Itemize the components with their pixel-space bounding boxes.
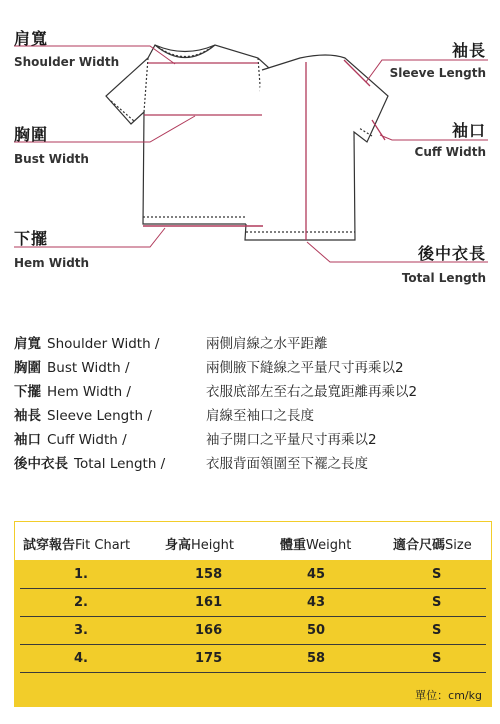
sleeve-label-en: Sleeve Length [389, 66, 486, 80]
cuff-label-en: Cuff Width [414, 145, 486, 159]
hem-label-zh: 下擺 [14, 229, 49, 248]
header-fit-chart: 試穿報告Fit Chart [23, 538, 131, 553]
row-size: S [432, 567, 442, 582]
fit-chart-header [14, 521, 492, 561]
header-weight: 體重Weight [280, 538, 352, 553]
row-height: 158 [195, 567, 223, 582]
definition-description: 袖子開口之平量尺寸再乘以2 [206, 432, 377, 448]
definition-term-zh: 後中衣長 [14, 456, 68, 472]
definition-term-zh: 肩寬 [14, 336, 41, 352]
unit-note: 單位：cm/kg [415, 689, 482, 702]
definition-term-en: Hem Width / [47, 384, 131, 400]
row-size: S [432, 595, 442, 610]
row-height: 161 [195, 595, 223, 610]
hem-label-en: Hem Width [14, 256, 90, 270]
row-weight: 45 [307, 567, 326, 582]
total-length-label-zh: 後中衣長 [417, 244, 486, 263]
definition-description: 衣服底部左至右之最寬距離再乘以2 [206, 384, 418, 400]
row-number: 3. [74, 623, 88, 638]
table-row [20, 617, 486, 645]
definition-term-en: Bust Width / [47, 360, 130, 376]
shoulder-label-en: Shoulder Width [14, 55, 120, 69]
cuff-label-zh: 袖口 [451, 121, 486, 140]
table-row [20, 561, 486, 589]
definition-row [14, 428, 377, 448]
definition-term-zh: 袖口 [14, 432, 41, 448]
bust-label-en: Bust Width [14, 152, 89, 166]
total-length-label-en: Total Length [401, 271, 486, 285]
row-weight: 50 [307, 623, 326, 638]
definition-term-en: Total Length / [74, 456, 166, 472]
definition-term-zh: 袖長 [14, 408, 41, 424]
row-number: 1. [74, 567, 88, 582]
definition-row [14, 380, 418, 400]
row-height: 166 [195, 623, 223, 638]
definition-description: 兩側腋下縫線之平量尺寸再乘以2 [206, 360, 404, 376]
row-number: 4. [74, 651, 88, 666]
fit-chart-table [14, 521, 492, 707]
row-divider [20, 672, 486, 673]
bust-label-zh: 胸圍 [14, 125, 49, 144]
definition-description: 兩側肩線之水平距離 [206, 336, 328, 352]
definition-row [14, 452, 368, 472]
sleeve-label-zh: 袖長 [451, 41, 486, 60]
definition-description: 衣服背面領圍至下襬之長度 [206, 456, 368, 472]
row-number: 2. [74, 595, 88, 610]
table-row [20, 589, 486, 617]
row-height: 175 [195, 651, 223, 666]
header-height: 身高Height [165, 538, 234, 553]
definition-row [14, 404, 314, 424]
definition-row [14, 356, 404, 376]
definition-term-en: Cuff Width / [47, 432, 127, 448]
definition-term-en: Sleeve Length / [47, 408, 152, 424]
shoulder-label-zh: 肩寬 [14, 29, 49, 48]
row-weight: 58 [307, 651, 326, 666]
definition-row [14, 332, 328, 352]
table-row [20, 645, 486, 673]
definition-term-en: Shoulder Width / [47, 336, 160, 352]
definition-description: 肩線至袖口之長度 [206, 408, 314, 424]
row-size: S [432, 651, 442, 666]
definition-term-zh: 下擺 [14, 384, 41, 400]
header-size: 適合尺碼Size [393, 538, 472, 553]
definition-term-zh: 胸圍 [14, 360, 41, 376]
row-size: S [432, 623, 442, 638]
row-weight: 43 [307, 595, 326, 610]
